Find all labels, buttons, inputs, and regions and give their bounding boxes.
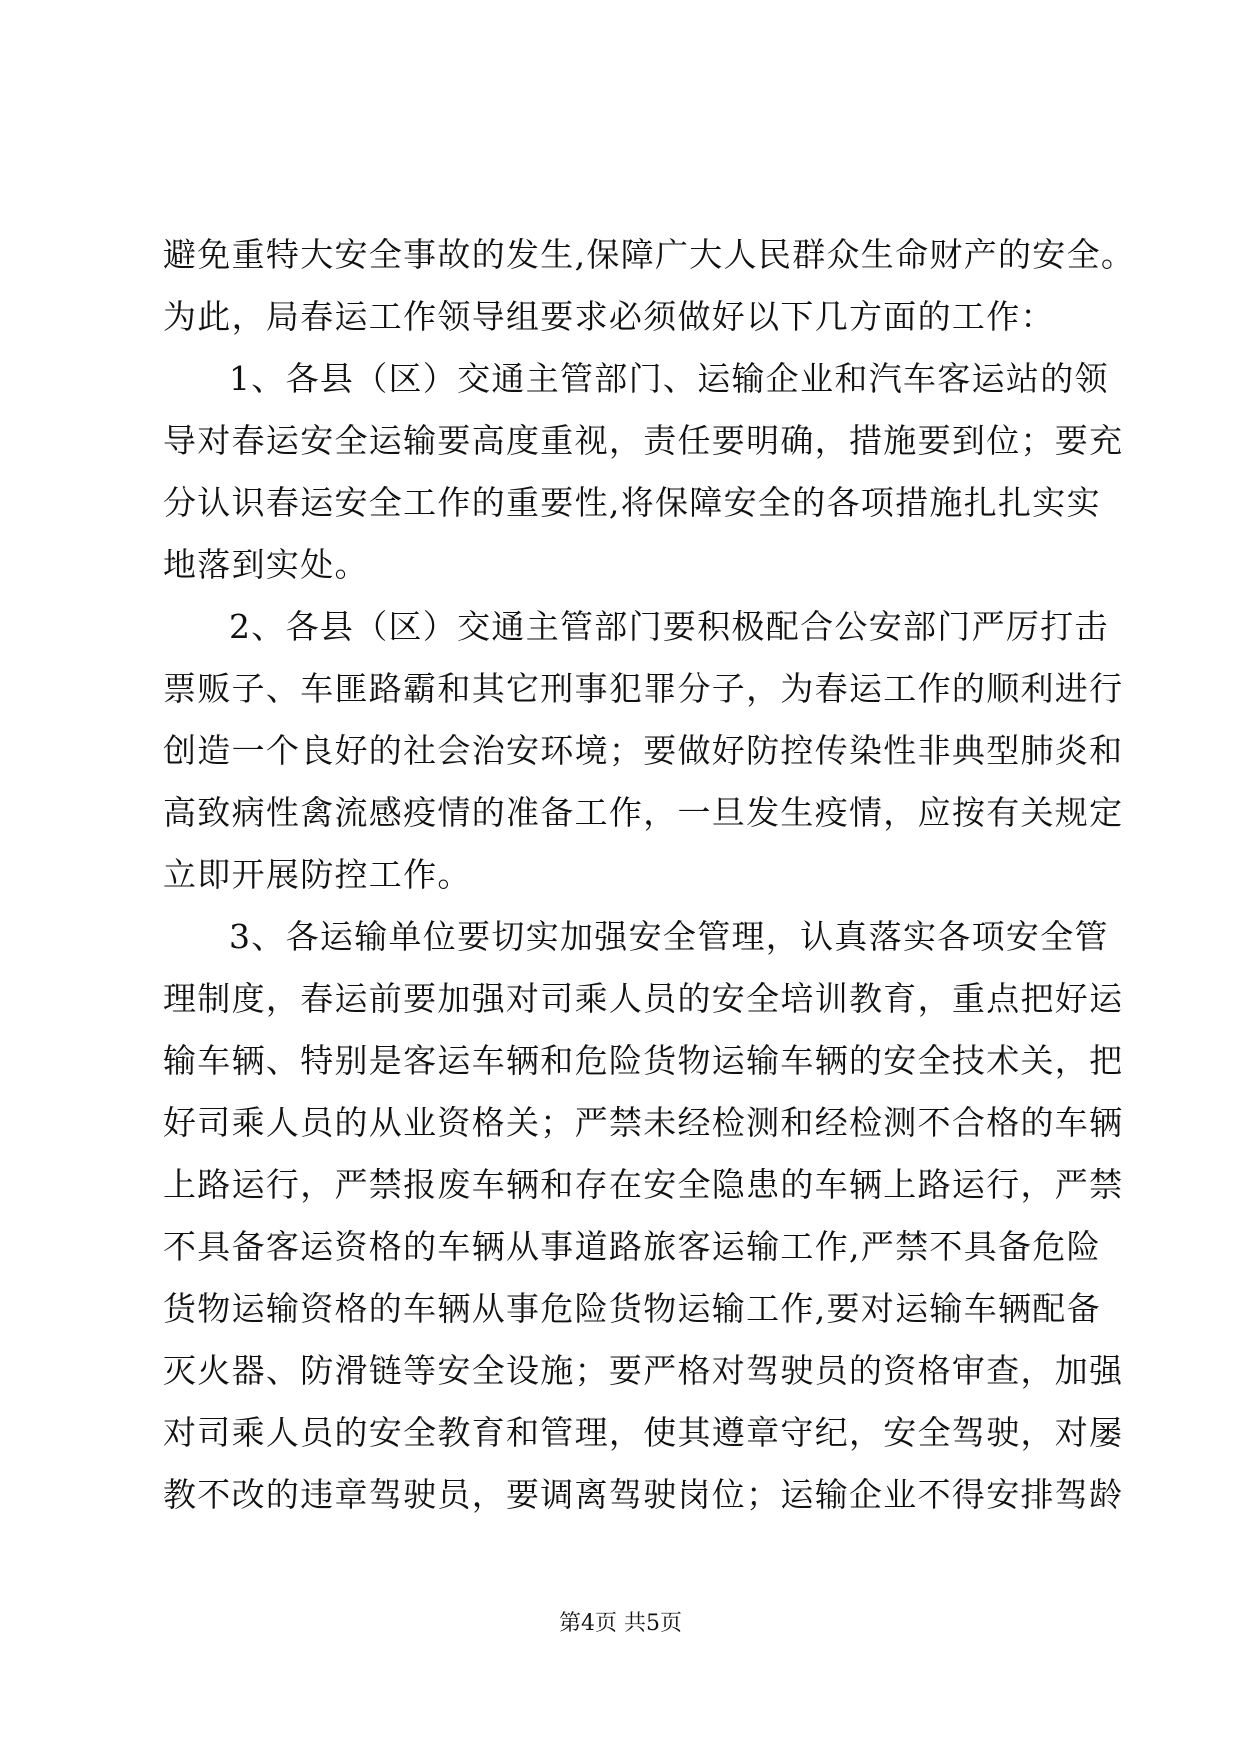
text-line: 高致病性禽流感疫情的准备工作，一旦发生疫情，应按有关规定 [163, 793, 1124, 832]
text-line: 对司乘人员的安全教育和管理，使其遵章守纪，安全驾驶，对屡 [163, 1413, 1124, 1452]
text-line: 教不改的违章驾驶员，要调离驾驶岗位；运输企业不得安排驾龄 [163, 1475, 1124, 1514]
text-line: 好司乘人员的从业资格关；严禁未经检测和经检测不合格的车辆 [163, 1103, 1124, 1142]
text-line: 输车辆、特别是客运车辆和危险货物运输车辆的安全技术关，把 [163, 1041, 1124, 1080]
text-line: 避免重特大安全事故的发生,保障广大人民群众生命财产的安全。 [163, 235, 1136, 274]
text-line: 导对春运安全运输要高度重视，责任要明确，措施要到位；要充 [163, 421, 1124, 460]
text-line: 上路运行，严禁报废车辆和存在安全隐患的车辆上路运行，严禁 [163, 1165, 1124, 1204]
text-line: 立即开展防控工作。 [163, 855, 472, 894]
paragraph-1-start: 1、各县（区）交通主管部门、运输企业和汽车客运站的领 [229, 359, 1109, 398]
text-line: 地落到实处。 [163, 545, 369, 584]
page-number-footer: 第4页 共5页 [559, 1611, 682, 1636]
text-line: 灭火器、防滑链等安全设施；要严格对驾驶员的资格审查，加强 [163, 1351, 1124, 1390]
paragraph-3-start: 3、各运输单位要切实加强安全管理，认真落实各项安全管 [229, 917, 1109, 956]
text-line: 分认识春运安全工作的重要性,将保障安全的各项措施扎扎实实 [163, 483, 1101, 522]
text-line: 不具备客运资格的车辆从事道路旅客运输工作,严禁不具备危险 [163, 1227, 1101, 1266]
text-line: 票贩子、车匪路霸和其它刑事犯罪分子，为春运工作的顺利进行 [163, 669, 1124, 708]
text-line: 货物运输资格的车辆从事危险货物运输工作,要对运输车辆配备 [163, 1289, 1101, 1328]
document-body [163, 224, 1136, 1526]
text-line: 理制度，春运前要加强对司乘人员的安全培训教育，重点把好运 [163, 979, 1124, 1018]
paragraph-2-start: 2、各县（区）交通主管部门要积极配合公安部门严厉打击 [229, 607, 1109, 646]
text-line: 创造一个良好的社会治安环境；要做好防控传染性非典型肺炎和 [163, 731, 1124, 770]
text-line: 为此，局春运工作领导组要求必须做好以下几方面的工作： [163, 297, 1055, 336]
